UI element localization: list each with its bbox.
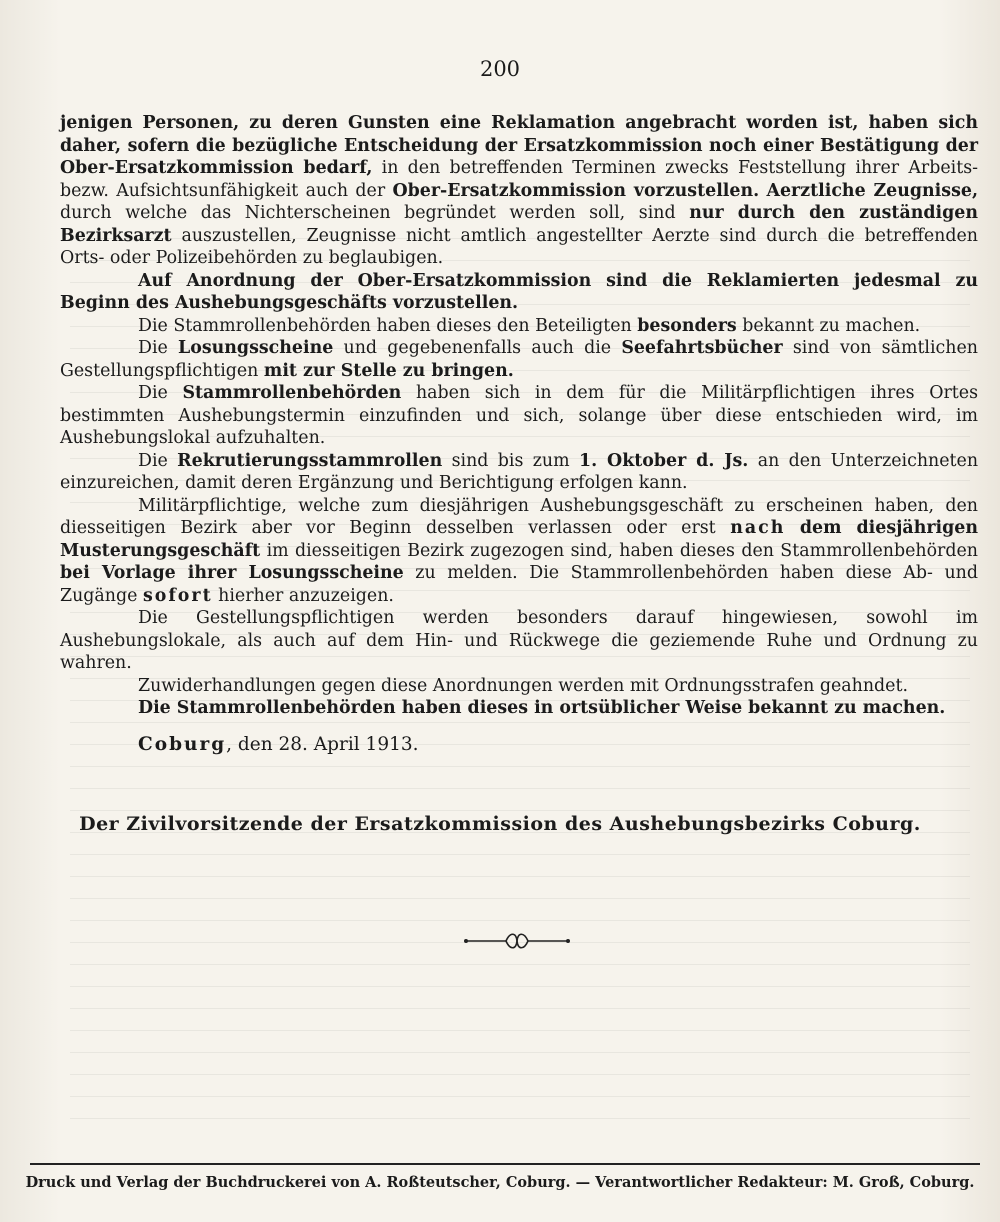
- p7-bold-sofort: sofort: [142, 585, 213, 606]
- p1-bold-1: jenigen Personen, zu deren Gunsten eine Reklamation angebracht worden ist, haben sich daher, sofern die bezügliche Entscheidung der Ersatzkommission noch einer Bestätigung der Ober-Ersatzkommission bedarf,: [60, 113, 978, 178]
- paragraph-3: [60, 315, 978, 338]
- p1-space: [759, 181, 766, 201]
- p7-bold-1: dem diesjährigen Musterungsgeschäft: [60, 518, 978, 561]
- p1-text-3: auszustellen, Zeugnisse nicht amtlich angestellter Aerzte sind durch die betreffenden Orts- oder Polizeibehörden zu beglaubigen.: [60, 225, 978, 268]
- p6-bold-1: Rekrutierungsstammrollen: [177, 450, 443, 471]
- p2-bold: Auf Anordnung der Ober-Ersatzkommission sind die Reklamierten jedesmal zu Beginn des Aushebungsgeschäfts vorzustellen.: [60, 270, 978, 313]
- paragraph-8: Die Gestellungspflichtigen werden besonders darauf hingewiesen, sowohl im Aushebungslokale, als auch auf dem Hin- und Rückwege die geziemende Ruhe und Ordnung zu wahren.: [60, 608, 978, 673]
- p4-bold-3: mit zur Stelle zu bringen.: [263, 360, 514, 381]
- p7-text-3: zu melden. Die Stammrollenbehörden haben diese Ab- und Zugänge: [60, 563, 978, 606]
- paragraph-2: [60, 270, 978, 315]
- p6-text-1: Die: [138, 450, 178, 471]
- p1-bold-2: Ober-Ersatzkommission vorzustellen.: [392, 180, 760, 201]
- p1-text-2: durch welche das Nichterscheinen begründet werden soll, sind: [60, 203, 690, 223]
- p3-bold: besonders: [637, 315, 737, 336]
- p1-text-1: in den betreffenden Terminen zwecks Feststellung ihrer Arbeits- bezw. Aufsichtsunfähigkeit auch der: [60, 158, 979, 201]
- paragraph-7: [60, 495, 978, 608]
- p3-text-2: bekannt zu machen.: [736, 315, 921, 336]
- p7-text-4: hierher anzuzeigen.: [212, 585, 394, 606]
- p4-text-1: Die: [138, 338, 179, 358]
- p1-bold-4: nur durch den zuständigen Bezirksarzt: [60, 203, 978, 246]
- p4-bold-1: Losungsscheine: [178, 338, 334, 358]
- p5-text-2: haben sich in dem für die Militärpflichtigen ihres Ortes bestimmten Aushebungstermin einzufinden und sich, solange über diese entschieden wird, im Aushebungslokal aufzuhalten.: [60, 383, 979, 448]
- imprint-footer: Druck und Verlag der Buchdruckerei von A. Roßteutscher, Coburg. — Verantwortlicher Redakteur: M. Groß, Coburg.: [25, 1174, 975, 1191]
- p5-text-1: Die: [138, 383, 183, 403]
- p7-text-1: Militärpflichtige, welche zum diesjährigen Aushebungsgeschäft zu erscheinen haben, den diesseitigen Bezirk aber vor Beginn desselben verlassen oder erst: [60, 495, 978, 538]
- p6-text-2: sind bis zum: [442, 450, 579, 471]
- p6-text-3: an den Unterzeichneten einzureichen, damit deren Ergänzung und Berichtigung erfolgen kann.: [60, 450, 979, 493]
- p7-bold-2: bei Vorlage ihrer Losungsscheine: [60, 563, 404, 583]
- date-text: , den 28. April 1913.: [226, 734, 419, 755]
- p5-bold: Stammrollenbehörden: [182, 383, 402, 403]
- p7-text-2: im diesseitigen Bezirk zugezogen sind, haben dieses den Stammrollenbehörden: [260, 540, 978, 561]
- paragraph-9: Zuwiderhandlungen gegen diese Anordnungen werden mit Ordnungsstrafen geahndet.: [138, 675, 908, 696]
- paragraph-6: [60, 450, 978, 495]
- p4-text-3: sind von sämtlichen Gestellungspflichtigen: [60, 338, 978, 381]
- p7-bold-spaced: nach: [730, 518, 786, 538]
- p4-bold-2: Seefahrtsbücher: [621, 338, 783, 358]
- paragraph-5: [60, 382, 978, 450]
- p10-bold: Die Stammrollenbehörden haben dieses in ortsüblicher Weise bekannt zu machen.: [138, 698, 946, 718]
- paragraph-1: [60, 112, 978, 270]
- body-text: [60, 112, 978, 720]
- p4-text-2: und gegebenenfalls auch die: [333, 338, 622, 358]
- date-line: [138, 734, 419, 755]
- p1-bold-3: Aerztliche Zeugnisse,: [766, 180, 978, 201]
- p6-bold-2: 1. Oktober d. Js.: [579, 450, 749, 471]
- p7-space: [785, 518, 800, 538]
- ornament-divider-icon: [462, 928, 572, 954]
- date-place: Coburg: [138, 734, 227, 755]
- page-number: 200: [479, 57, 521, 81]
- paragraph-10: [60, 697, 978, 720]
- paragraph-4: [60, 337, 978, 382]
- signature: Der Zivilvorsitzende der Ersatzkommission des Aushebungsbezirks Coburg.: [79, 813, 921, 835]
- p3-text-1: Die Stammrollenbehörden haben dieses den Beteiligten: [138, 315, 638, 336]
- footer-rule: [30, 1163, 980, 1165]
